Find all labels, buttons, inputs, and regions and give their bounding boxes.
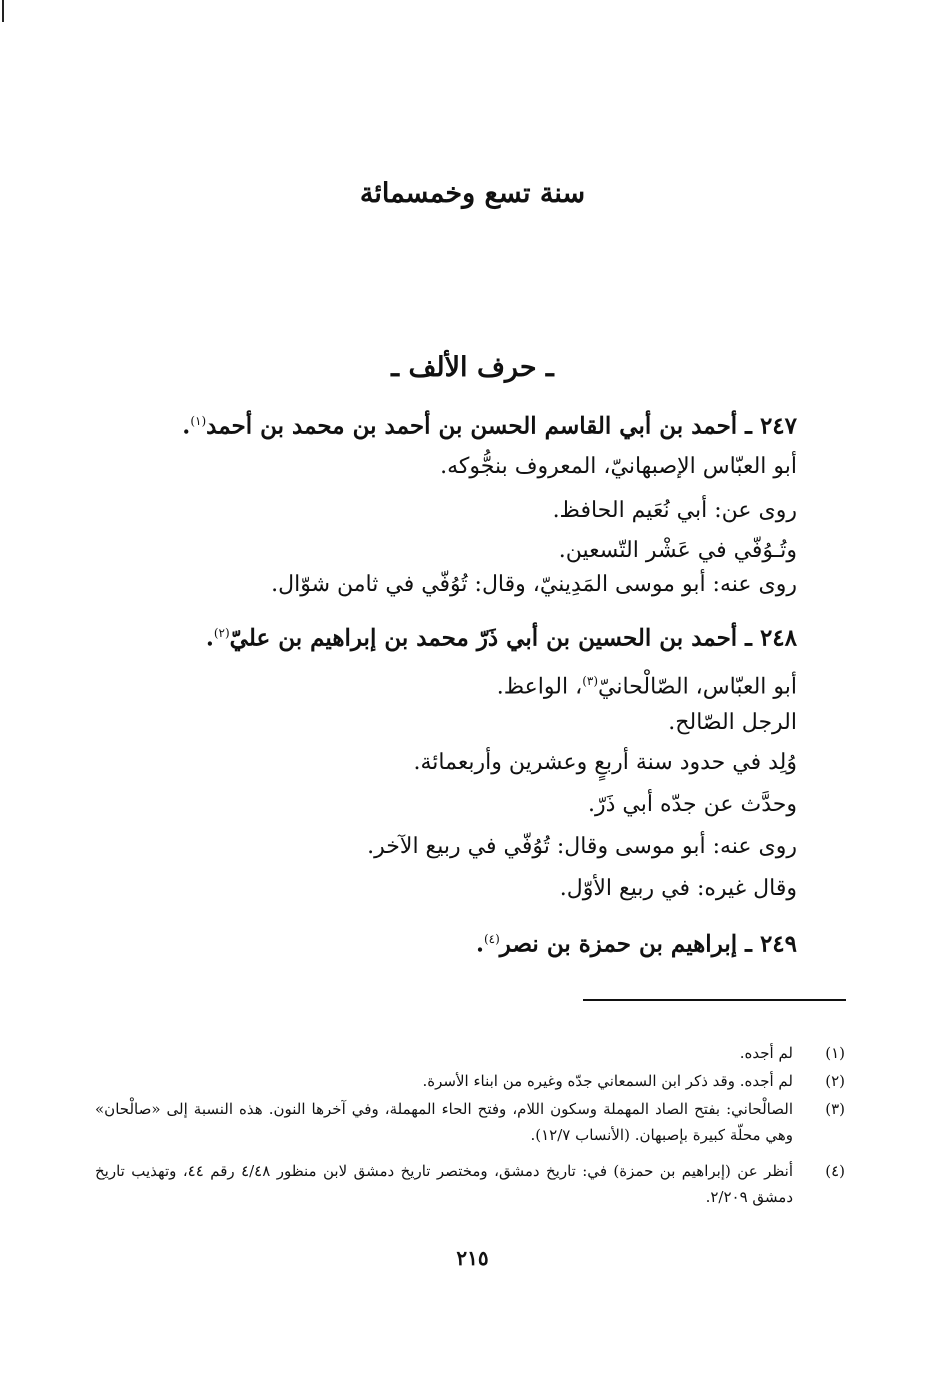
footnote-text: أنظر عن (إبراهيم بن حمزة) في: تاريخ دمشق، ومختصر تاريخ دمشق لابن منظور ٤/٤٨ رقم ٤٤، وتهذيب تاريخ دمشق ٢/٢٠٩. [95, 1162, 794, 1206]
entry-heading [100, 616, 797, 656]
line-tail: . [205, 624, 214, 652]
line-text: ٢٤٨ ـ أحمد بن الحسين بن أبي ذَرّ محمد بن إبراهيم بن عليّ [229, 624, 797, 652]
footnote-text: الصالْحاني: بفتح الصاد المهملة وسكون اللام، وفتح الحاء المهملة، وفي آخرها النون. هذه النسبة إلى «صالْحان» وهي محلّة كبيرة بإصبهان. (الأنساب ١٢/٧). [95, 1100, 793, 1144]
year-title: سنة تسع وخمسمائة [359, 178, 586, 209]
footnote-text: لم أجده. وقد ذكر ابن السمعاني جدّه وغيره من ابناء الأسرة. [422, 1072, 793, 1090]
page-number: ٢١٥ [456, 1246, 489, 1270]
line-text: وحدَّث عن جدّه أبي ذَرّ. [588, 792, 797, 817]
line-tail: . [475, 930, 484, 958]
entry-heading [100, 404, 797, 444]
line-text: أبو العبّاس الإصبهانيّ، المعروف بنجُّوكه. [440, 454, 797, 479]
body-line [100, 788, 797, 822]
line-text: ٢٤٧ ـ أحمد بن أبي القاسم الحسن بن أحمد بن محمد بن أحمد [206, 412, 797, 440]
footnote-marker: (٢) [213, 626, 230, 640]
footnote-marker: (٣) [582, 674, 599, 688]
body-line [100, 568, 797, 602]
line-tail: ، الواعظ. [496, 674, 583, 700]
footnote-number: (٤) [825, 1162, 845, 1180]
footnote-text: لم أجده. [739, 1044, 793, 1062]
footnote-number: (١) [825, 1044, 845, 1062]
body-line [100, 664, 797, 704]
body-line [100, 746, 797, 780]
line-text: ٢٤٩ ـ إبراهيم بن حمزة بن نصر [499, 930, 797, 958]
body-line [100, 872, 797, 906]
body-line [100, 450, 797, 484]
entry-heading [100, 922, 797, 962]
line-text: روى عنه: أبو موسى المَدِينيّ، وقال: تُوُفّي في ثامن شوّال. [271, 572, 797, 597]
body-line [100, 706, 797, 740]
line-text: الرجل الصّالح. [668, 710, 797, 735]
footnote-number: (٣) [825, 1100, 845, 1118]
section-title: ـ حرف الألف ـ [391, 352, 554, 383]
body-line [100, 494, 797, 528]
line-text: وُلِد في حدود سنة أربعٍ وعشرين وأربعمائة. [413, 750, 797, 775]
line-text: وقال غيره: في ربيع الأوّل. [559, 876, 797, 901]
footnote-marker: (١) [190, 414, 207, 428]
line-tail: . [182, 412, 191, 440]
footnote-number: (٢) [825, 1072, 845, 1090]
line-text: روى عنه: أبو موسى وقال: تُوُفّي في ربيع الآخر. [367, 834, 797, 859]
line-text: وتُـوُفّي في عَشْر التّسعين. [558, 538, 797, 563]
footnote-marker: (٤) [483, 932, 500, 946]
line-text: روى عن: أبي نُعَيم الحافظ. [552, 498, 797, 523]
body-line [100, 534, 797, 568]
line-text: أبو العبّاس، الصّالْحانيّ [598, 674, 797, 700]
footnote-separator [583, 999, 846, 1001]
body-line [100, 830, 797, 864]
